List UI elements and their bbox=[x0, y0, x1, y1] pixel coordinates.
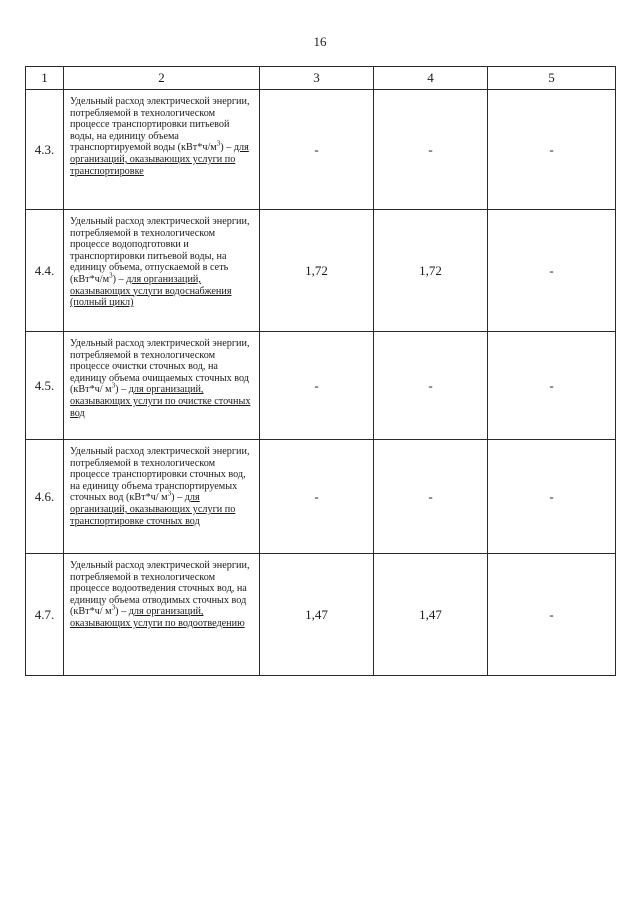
table-header-row bbox=[26, 67, 616, 90]
row-value-col4: 1,72 bbox=[374, 210, 488, 332]
row-description bbox=[64, 90, 260, 210]
description-text: Удельный расход электрической энергии, потребляемой в технологическом процессе транспортировки питьевой воды, на единицу объема транспортируемой воды (кВт*ч/м bbox=[70, 96, 250, 154]
header-col-1: 1 bbox=[26, 67, 64, 90]
row-value-col5: - bbox=[488, 210, 616, 332]
row-number: 4.3. bbox=[26, 90, 64, 210]
row-value-col5: - bbox=[488, 90, 616, 210]
row-value-col3: - bbox=[260, 332, 374, 440]
row-value-col5: - bbox=[488, 554, 616, 676]
row-value-col4: - bbox=[374, 90, 488, 210]
description-text: Удельный расход электрической энергии, потребляемой в технологическом процессе транспортировки сточных вод, на единицу объема транспортируемых сточных вод (кВт*ч/ м bbox=[70, 446, 250, 504]
row-value-col4: - bbox=[374, 440, 488, 554]
row-value-col3: - bbox=[260, 90, 374, 210]
description-superscript: 3 bbox=[216, 139, 221, 148]
description-underlined: для организаций, оказывающих услуги по водоотведению bbox=[70, 606, 245, 629]
description-underlined: для организаций, оказывающих услуги по транспортировке сточных вод bbox=[70, 492, 236, 527]
page-number: 16 bbox=[313, 34, 327, 49]
row-value-col5: - bbox=[488, 332, 616, 440]
row-description bbox=[64, 332, 260, 440]
description-connector: ) – bbox=[115, 384, 129, 396]
row-number: 4.4. bbox=[26, 210, 64, 332]
description-superscript: 3 bbox=[111, 381, 116, 390]
row-value-col5: - bbox=[488, 440, 616, 554]
row-value-col3: - bbox=[260, 440, 374, 554]
header-col-5: 5 bbox=[488, 67, 616, 90]
description-text: Удельный расход электрической энергии, потребляемой в технологическом процессе водоподготовки и транспортировки питьевой воды, на единицу объема, отпускаемой в сеть (кВт*ч/м bbox=[70, 216, 250, 285]
row-description bbox=[64, 554, 260, 676]
row-value-col4: - bbox=[374, 332, 488, 440]
row-value-col4: 1,47 bbox=[374, 554, 488, 676]
row-value-col3: 1,72 bbox=[260, 210, 374, 332]
indicators-table bbox=[25, 66, 616, 676]
description-superscript: 3 bbox=[167, 489, 172, 498]
table-row bbox=[26, 210, 616, 332]
row-number: 4.6. bbox=[26, 440, 64, 554]
table-row bbox=[26, 440, 616, 554]
description-superscript: 3 bbox=[111, 603, 116, 612]
header-col-2: 2 bbox=[64, 67, 260, 90]
description-underlined: для организаций, оказывающих услуги по очистке сточных вод bbox=[70, 384, 251, 419]
description-text: Удельный расход электрической энергии, потребляемой в технологическом процессе очистки сточных вод, на единицу объема очищаемых сточных вод (кВт*ч/ м bbox=[70, 338, 250, 396]
row-description bbox=[64, 440, 260, 554]
description-text: Удельный расход электрической энергии, потребляемой в технологическом процессе водоотведения сточных вод, на единицу объема отводимых сточных вод (кВт*ч/ м bbox=[70, 560, 250, 618]
row-number: 4.5. bbox=[26, 332, 64, 440]
description-connector: ) – bbox=[115, 606, 129, 618]
row-number: 4.7. bbox=[26, 554, 64, 676]
header-col-4: 4 bbox=[374, 67, 488, 90]
table-row bbox=[26, 554, 616, 676]
description-connector: ) – bbox=[171, 492, 185, 504]
description-superscript: 3 bbox=[109, 271, 113, 280]
description-underlined: для организаций, оказывающих услуги водоснабжения (полный цикл) bbox=[70, 273, 232, 309]
header-col-3: 3 bbox=[260, 67, 374, 90]
table-row bbox=[26, 90, 616, 210]
description-connector: ) – bbox=[220, 142, 234, 154]
table-row bbox=[26, 332, 616, 440]
description-underlined: для организаций, оказывающих услуги по транспортировке bbox=[70, 142, 249, 177]
row-value-col3: 1,47 bbox=[260, 554, 374, 676]
row-description bbox=[64, 210, 260, 332]
description-connector: ) – bbox=[112, 273, 127, 285]
